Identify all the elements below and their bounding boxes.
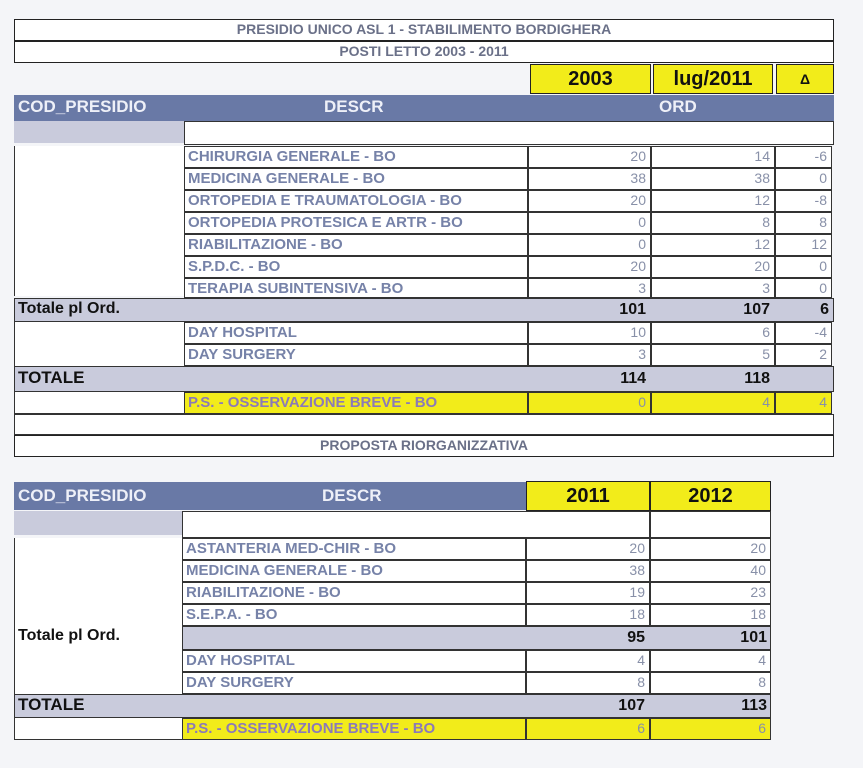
totale-2012: 113 <box>741 697 767 714</box>
table-title: PRESIDIO UNICO ASL 1 - STABILIMENTO BORDIGHERA <box>14 19 834 41</box>
day-surgery-2003: 3 <box>528 344 651 366</box>
table-cell-2012: 23 <box>650 582 771 604</box>
cod-grey-cell <box>14 511 182 535</box>
totale-label: TOTALE <box>18 368 85 387</box>
table-cell-2003: 0 <box>528 212 651 234</box>
table-cell-delta: -8 <box>775 190 832 212</box>
year-header-2012: 2012 <box>650 481 771 511</box>
col-ord: ORD <box>659 97 697 116</box>
cod-blank-ps <box>14 392 184 414</box>
ps-row-descr: P.S. - OSSERVAZIONE BREVE - BO <box>184 392 528 414</box>
ps-row-2012: 6 <box>650 718 771 740</box>
table-cell-2003: 3 <box>528 278 651 298</box>
table-cell-delta: 0 <box>775 278 832 298</box>
table-cell-2011: 12 <box>651 234 775 256</box>
table-cell-2011: 38 <box>526 560 650 582</box>
day-surgery-delta: 2 <box>775 344 832 366</box>
col-cod-presidio: COD_PRESIDIO <box>18 486 147 505</box>
table-row-descr: CHIRURGIA GENERALE - BO <box>184 146 528 168</box>
totale-ord-2011: 95 <box>627 629 645 646</box>
cod-presidio-blank <box>14 538 182 626</box>
cod-blank-day <box>14 322 184 368</box>
col-cod-presidio: COD_PRESIDIO <box>18 97 147 116</box>
totale-ord-2012: 101 <box>740 629 767 646</box>
table-cell-delta: 8 <box>775 212 832 234</box>
table-row-descr: RIABILITAZIONE - BO <box>184 234 528 256</box>
day-surgery-2011: 8 <box>526 672 650 694</box>
day-hospital-2011: 6 <box>651 322 775 344</box>
table-row-descr: TERAPIA SUBINTENSIVA - BO <box>184 278 528 298</box>
table-cell-2011: 20 <box>651 256 775 278</box>
bottom-header-bar <box>14 482 526 510</box>
table-row-descr: MEDICINA GENERALE - BO <box>184 168 528 190</box>
table-cell-delta: 0 <box>775 256 832 278</box>
table-row-descr: S.E.P.A. - BO <box>182 604 526 626</box>
ps-row-delta: 4 <box>775 392 832 414</box>
table-cell-2003: 20 <box>528 190 651 212</box>
table-cell-2003: 20 <box>528 256 651 278</box>
totale-label: TOTALE <box>18 695 85 714</box>
cod-presidio-blank <box>14 146 184 296</box>
day-hospital-descr: DAY HOSPITAL <box>182 650 526 672</box>
totale-ord-2011: 107 <box>743 301 770 318</box>
col-descr: DESCR <box>324 97 384 116</box>
table-row-descr: ORTOPEDIA PROTESICA E ARTR - BO <box>184 212 528 234</box>
table-subtitle: POSTI LETTO 2003 - 2011 <box>14 41 834 63</box>
table-cell-2011: 8 <box>651 212 775 234</box>
table-cell-delta: 12 <box>775 234 832 256</box>
day-hospital-delta: -4 <box>775 322 832 344</box>
totale-ord-2003: 101 <box>619 301 646 318</box>
ps-row-2011: 6 <box>526 718 650 740</box>
cod-blank-ps <box>14 718 182 740</box>
totale-ord-label: Totale pl Ord. <box>18 300 120 317</box>
totale-ord-label: Totale pl Ord. <box>18 627 120 644</box>
totale-2011: 118 <box>744 370 770 387</box>
table-row-descr: RIABILITAZIONE - BO <box>182 582 526 604</box>
ps-row-2011: 4 <box>651 392 775 414</box>
table-cell-delta: 0 <box>775 168 832 190</box>
proposal-title: PROPOSTA RIORGANIZZATIVA <box>14 435 834 457</box>
table-row-descr: S.P.D.C. - BO <box>184 256 528 278</box>
blank-row <box>182 511 650 538</box>
ps-row-descr: P.S. - OSSERVAZIONE BREVE - BO <box>182 718 526 740</box>
day-hospital-2012: 4 <box>650 650 771 672</box>
table-row-descr: ORTOPEDIA E TRAUMATOLOGIA - BO <box>184 190 528 212</box>
ps-row-2003: 0 <box>528 392 651 414</box>
cod-grey-cell <box>14 121 184 143</box>
day-surgery-descr: DAY SURGERY <box>182 672 526 694</box>
table-cell-delta: -6 <box>775 146 832 168</box>
year-header-2011: lug/2011 <box>653 64 773 94</box>
totale-2011: 107 <box>618 697 645 714</box>
table-cell-2012: 18 <box>650 604 771 626</box>
table-cell-2011: 20 <box>526 538 650 560</box>
blank-row <box>650 511 771 538</box>
year-header-2011: 2011 <box>526 481 650 511</box>
blank-row <box>184 121 834 145</box>
table-cell-2012: 40 <box>650 560 771 582</box>
day-hospital-descr: DAY HOSPITAL <box>184 322 528 344</box>
totale-2003: 114 <box>620 370 646 387</box>
table-cell-2003: 0 <box>528 234 651 256</box>
day-hospital-2011: 4 <box>526 650 650 672</box>
cod-blank-day <box>14 650 182 694</box>
table-cell-2011: 18 <box>526 604 650 626</box>
spacer-row <box>14 414 834 435</box>
table-cell-2011: 14 <box>651 146 775 168</box>
delta-header: Δ <box>776 64 834 94</box>
table-cell-2011: 38 <box>651 168 775 190</box>
table-cell-2011: 12 <box>651 190 775 212</box>
table-cell-2003: 20 <box>528 146 651 168</box>
column-header-bar <box>14 95 834 121</box>
totale-ord-delta: 6 <box>820 301 829 318</box>
day-surgery-descr: DAY SURGERY <box>184 344 528 366</box>
day-surgery-2012: 8 <box>650 672 771 694</box>
table-cell-2011: 19 <box>526 582 650 604</box>
year-header-2003: 2003 <box>530 64 651 94</box>
col-descr: DESCR <box>322 486 382 505</box>
table-cell-2011: 3 <box>651 278 775 298</box>
table-cell-2003: 38 <box>528 168 651 190</box>
day-hospital-2003: 10 <box>528 322 651 344</box>
table-cell-2012: 20 <box>650 538 771 560</box>
table-row-descr: MEDICINA GENERALE - BO <box>182 560 526 582</box>
day-surgery-2011: 5 <box>651 344 775 366</box>
table-row-descr: ASTANTERIA MED-CHIR - BO <box>182 538 526 560</box>
